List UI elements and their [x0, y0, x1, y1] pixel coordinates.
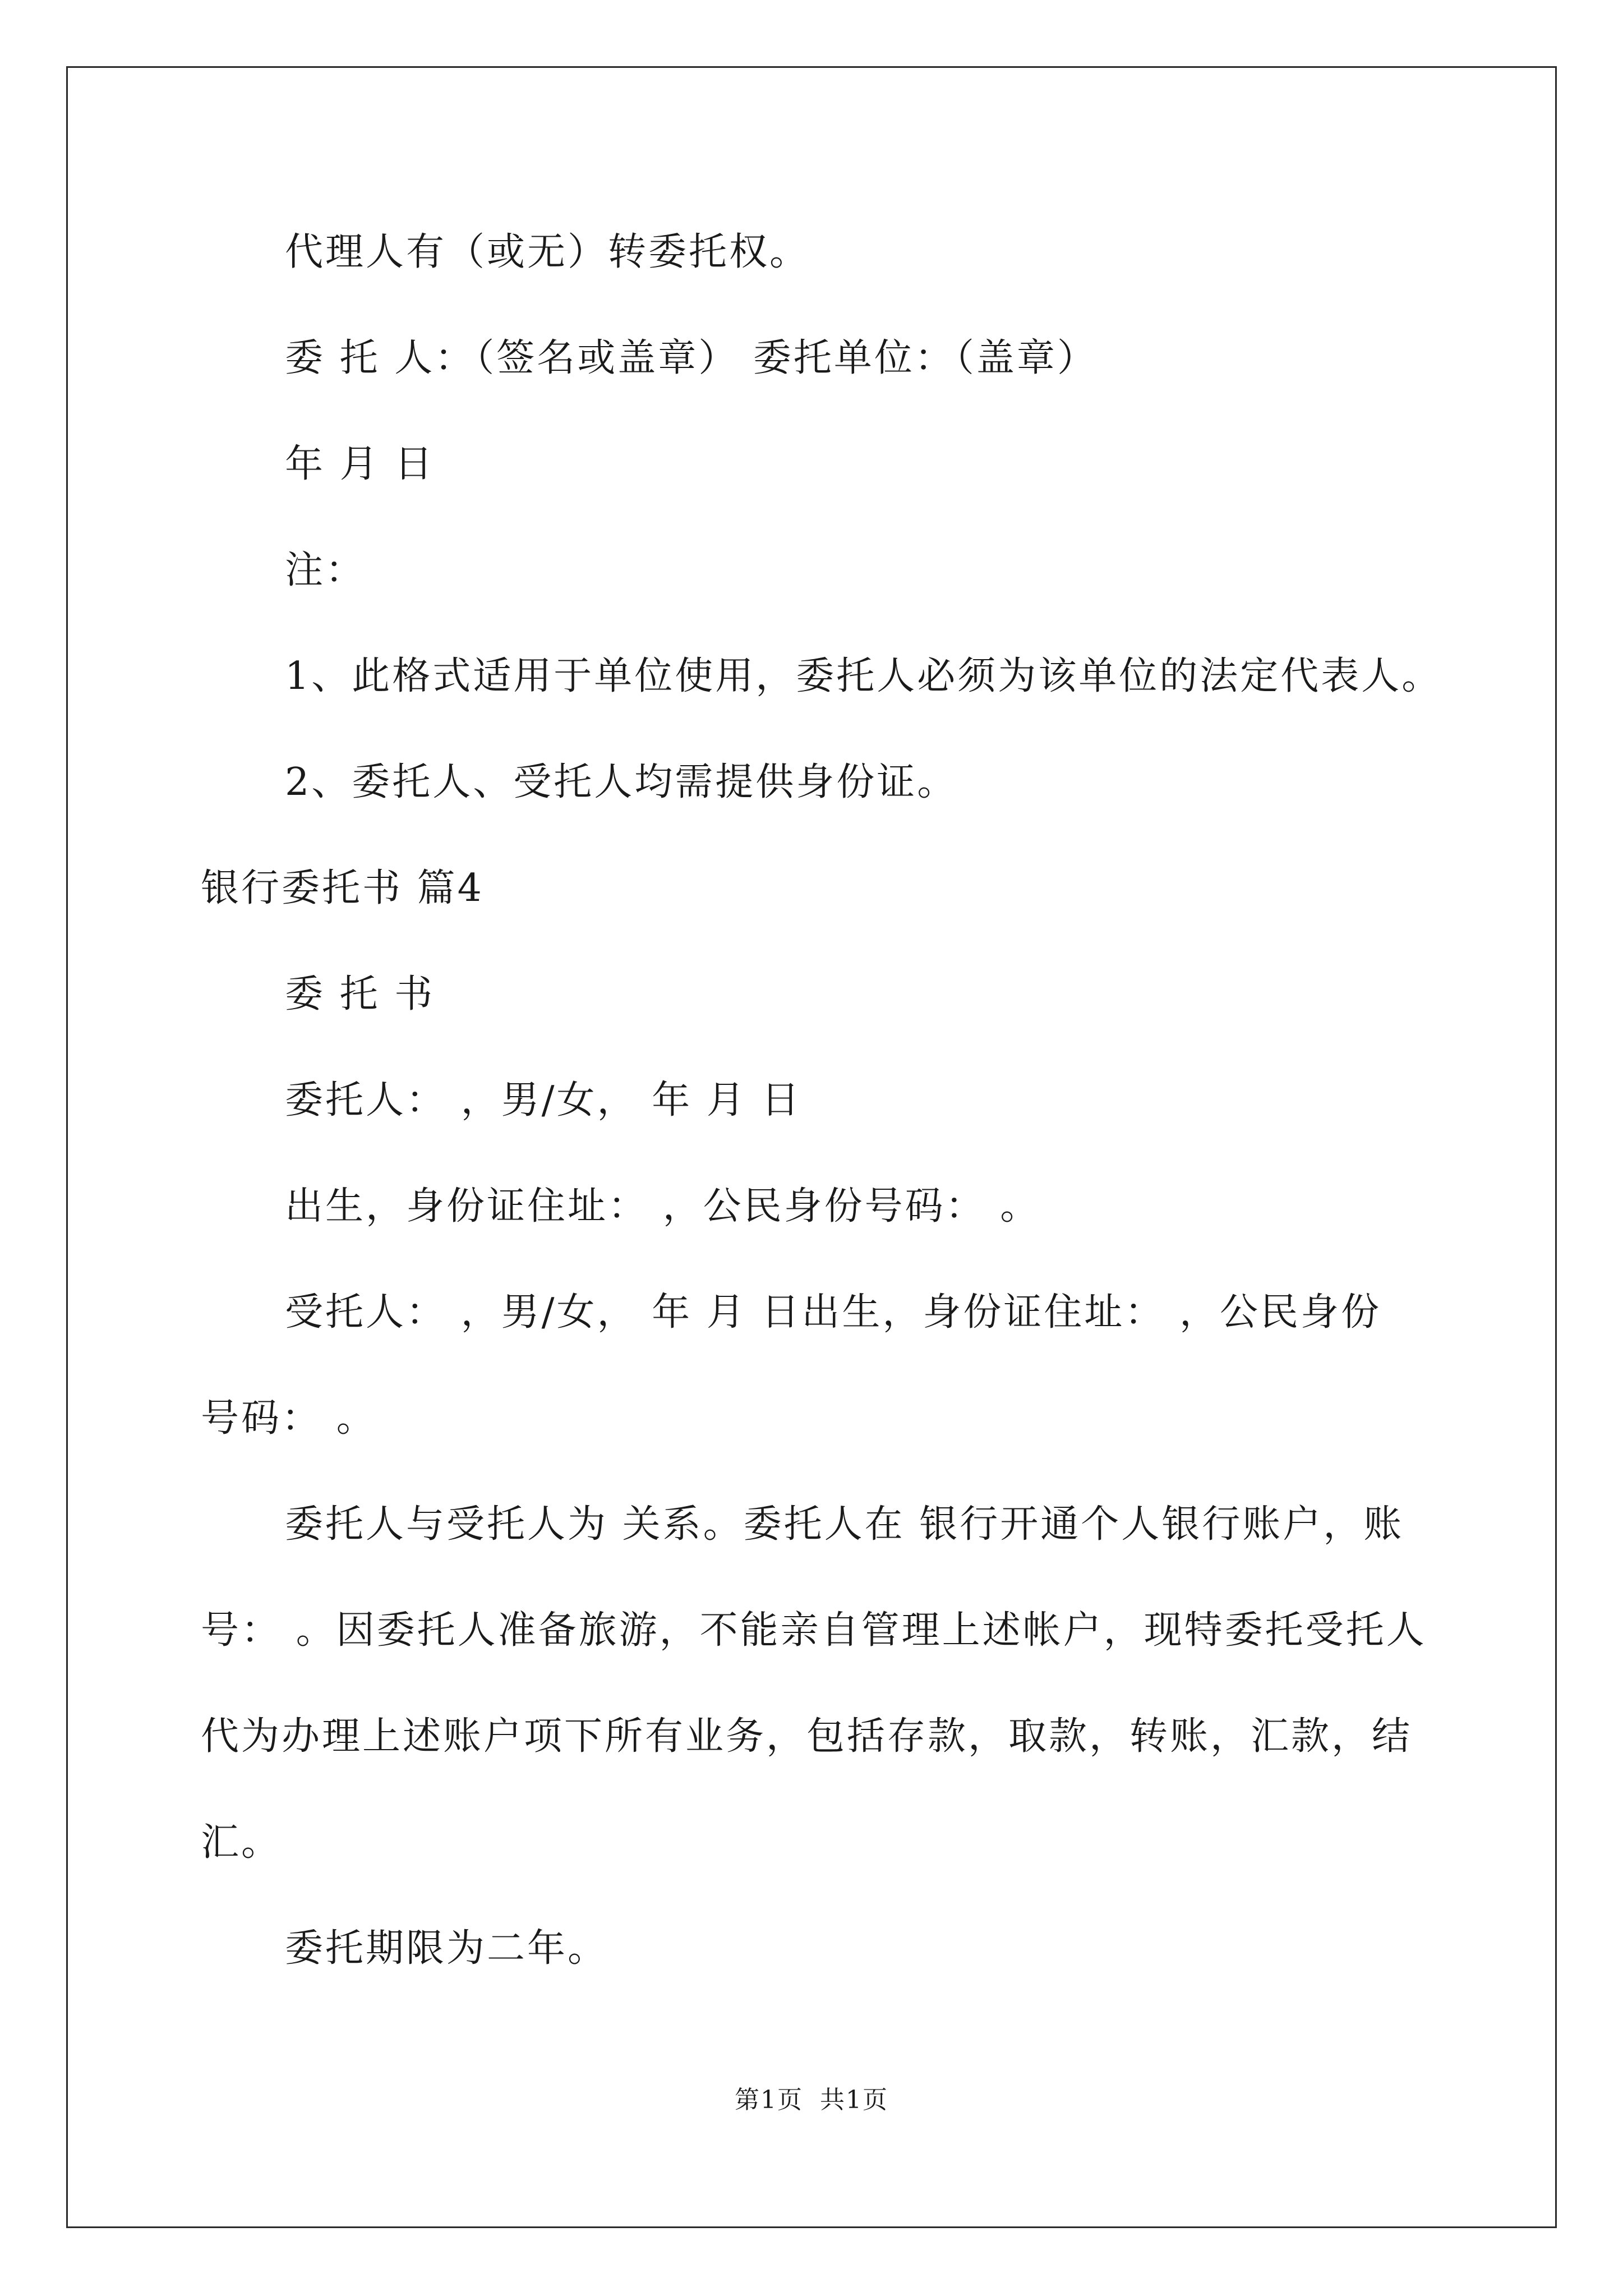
- paragraph-line: 号码： 。: [201, 1396, 377, 1441]
- section-heading: 银行委托书 篇4: [201, 866, 484, 910]
- paragraph-line: 1、此格式适用于单位使用，委托人必须为该单位的法定代表人。: [285, 654, 1442, 698]
- page-footer: [0, 2085, 1623, 2116]
- paragraph-line: 注：: [285, 548, 366, 592]
- page-border: [66, 66, 1557, 2228]
- document-title: 委 托 书: [285, 972, 435, 1016]
- page-number: 第1页: [735, 2086, 803, 2114]
- page-total: 共1页: [820, 2086, 888, 2114]
- paragraph-line: 号： 。因委托人准备旅游，不能亲自管理上述帐户，现特委托受托人: [201, 1608, 1427, 1653]
- paragraph-line: 受托人： ，男/女， 年 月 日出生，身份证住址： ，公民身份: [285, 1290, 1381, 1335]
- paragraph-line: 2、委托人、受托人均需提供身份证。: [285, 760, 958, 804]
- paragraph-line: 年 月 日: [285, 442, 435, 486]
- paragraph-line: 汇。: [201, 1820, 282, 1865]
- paragraph-line: 委托期限为二年。: [285, 1926, 608, 1971]
- paragraph-line: 委 托 人：（签名或盖章） 委托单位：（盖章）: [285, 336, 1098, 380]
- paragraph-line: 代为办理上述账户项下所有业务，包括存款，取款，转账，汇款，结: [201, 1714, 1413, 1759]
- paragraph-line: 委托人与受托人为 关系。委托人在 银行开通个人银行账户，账: [285, 1502, 1404, 1547]
- paragraph-line: 代理人有（或无）转委托权。: [285, 230, 810, 274]
- paragraph-line: 出生，身份证住址： ，公民身份号码： 。: [285, 1184, 1041, 1228]
- paragraph-line: 委托人： ，男/女， 年 月 日: [285, 1078, 802, 1122]
